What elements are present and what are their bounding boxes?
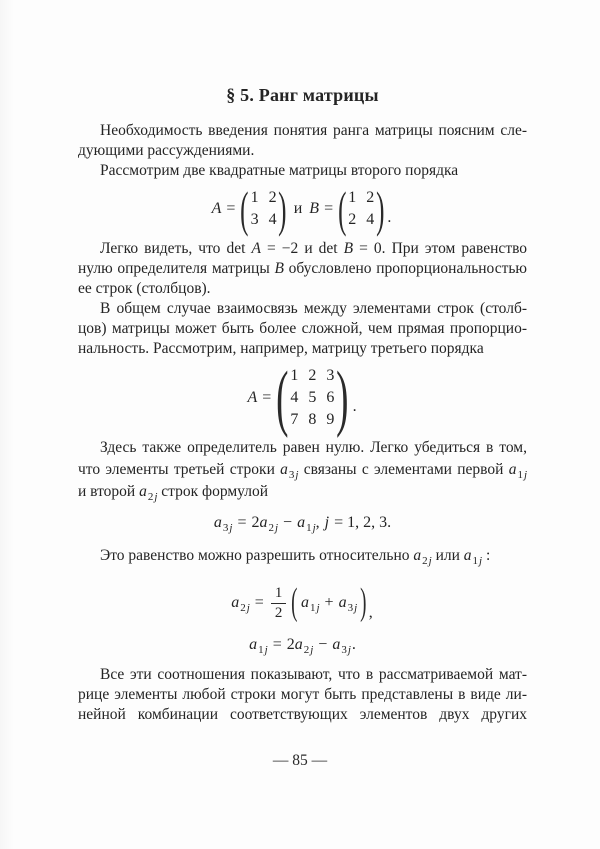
text-line: ее строк (столбцов). — [78, 280, 211, 297]
text-line — [78, 481, 527, 503]
matrix-cell: 7 — [290, 411, 299, 428]
subscript-digit: 3 — [341, 644, 348, 656]
det-operator: det — [226, 240, 246, 257]
equals-sign: = — [324, 200, 334, 217]
math-a2j — [139, 483, 158, 503]
matrix-cell: 5 — [308, 389, 317, 406]
text-run: нулю определителя матрицы — [78, 260, 270, 277]
math-a1j — [463, 547, 483, 567]
page-number: — 85 — — [272, 752, 328, 769]
var-A: A — [211, 200, 222, 217]
subscript-j: j — [264, 644, 268, 656]
equals-sign: = — [254, 594, 264, 611]
math-a1j — [508, 461, 528, 481]
var-a: a — [297, 514, 306, 531]
equals-sign: = — [226, 200, 236, 217]
text-line: Необходимость введения понятия ранга матрицы поясним сле- — [100, 122, 527, 139]
var-A: A — [251, 240, 261, 257]
coefficient-2: 2 — [286, 636, 295, 653]
period: . — [387, 209, 392, 226]
math-a1j — [249, 636, 268, 654]
denominator: 2 — [274, 604, 283, 621]
subscript-j: j — [310, 644, 314, 656]
formula-matrices-AB — [78, 180, 527, 237]
det-operator: det — [318, 240, 338, 257]
text-run: = 0. При этом равенство — [359, 240, 528, 257]
numerator: 1 — [271, 584, 287, 604]
plus-sign: + — [324, 594, 334, 611]
matrix-row — [348, 209, 375, 231]
var-a: a — [338, 594, 347, 611]
math-2a2j — [251, 514, 278, 532]
matrix-row — [290, 387, 335, 409]
subscript-j: j — [523, 469, 528, 481]
math-a3j — [332, 636, 351, 654]
subscript-digit: 1 — [472, 555, 480, 567]
subscript-digit: 2 — [422, 555, 429, 567]
subscript-j: j — [354, 602, 358, 614]
subscript-j: j — [229, 522, 233, 534]
left-paren: ( — [240, 180, 249, 237]
text-run: что элементы третьей строки — [78, 461, 275, 478]
text-line: Здесь также определитель равен нулю. Легко убедиться в том, — [100, 439, 527, 456]
subscript-j: j — [312, 522, 316, 534]
matrix-cell: 2 — [348, 211, 357, 228]
var-a: a — [413, 547, 422, 564]
text-run: и второй — [78, 483, 136, 500]
coefficient-2: 2 — [251, 514, 260, 531]
text-line: рице элементы любой строки могут быть представлены в виде ли- — [78, 686, 527, 703]
right-paren: ) — [360, 581, 367, 624]
paragraph-solve — [78, 545, 527, 567]
formula-row-relation — [78, 511, 527, 535]
text-run: Легко видеть, что — [100, 240, 221, 257]
subscript-j: j — [479, 555, 483, 567]
subscript-digit: 1 — [306, 522, 313, 534]
matrix-row — [348, 187, 375, 209]
equals-sign: = — [237, 514, 247, 531]
comma: , — [315, 514, 320, 531]
var-a: a — [139, 483, 147, 500]
text-run: строк формулой — [161, 483, 268, 500]
right-paren: ) — [278, 180, 287, 237]
var-a: a — [463, 547, 472, 564]
index-j: j — [324, 514, 330, 531]
formula-matrix-3x3 — [78, 356, 527, 439]
matrix-cell: 4 — [290, 389, 299, 406]
subscript-j: j — [246, 602, 250, 614]
var-B: B — [343, 240, 354, 257]
subscript-j: j — [154, 491, 158, 503]
text-line — [78, 459, 527, 481]
text-run: обусловлено пропорциональностью — [288, 260, 527, 277]
minus-sign: − — [283, 514, 293, 531]
period: . — [352, 398, 357, 415]
matrix-cell: 4 — [366, 211, 375, 228]
paragraph-general-case — [78, 299, 527, 359]
matrix-cell: 2 — [366, 189, 375, 206]
subscript-j: j — [347, 644, 351, 656]
text-line — [78, 239, 527, 259]
matrix-B-2x2 — [338, 180, 385, 237]
var-a: a — [231, 594, 240, 611]
paragraph-intro — [78, 121, 527, 161]
fraction-one-half — [271, 584, 287, 623]
text-line — [78, 545, 527, 567]
subscript-digit: 3 — [347, 602, 355, 614]
paragraph-consider — [78, 161, 527, 181]
matrix-cell: 2 — [268, 189, 277, 206]
text-line: дующими рассуждениями. — [78, 142, 255, 159]
text-line: Рассмотрим две квадратные матрицы второго порядка — [100, 162, 459, 179]
section-title: § 5. Ранг матрицы — [226, 85, 379, 105]
subscript-digit: 1 — [258, 644, 265, 656]
text-run: связаны с элементами первой — [303, 461, 504, 478]
matrix-cell: 1 — [348, 189, 357, 206]
math-a1j — [301, 594, 320, 612]
matrix-row — [290, 409, 335, 431]
subscript-digit: 2 — [240, 602, 247, 614]
matrix-cell: 8 — [308, 411, 317, 428]
comma: , — [368, 604, 373, 621]
matrix-row — [250, 187, 277, 209]
left-paren: ( — [338, 180, 347, 237]
conjunction-and: и — [293, 200, 303, 217]
matrix-body — [289, 365, 336, 431]
text-run: = −2 — [266, 240, 299, 257]
subscript-j: j — [428, 555, 432, 567]
subscript-digit: 2 — [268, 522, 275, 534]
paragraph-here-also — [78, 437, 527, 503]
colon: : — [485, 547, 491, 564]
paragraph-conclusion — [78, 665, 527, 725]
var-a: a — [508, 461, 517, 478]
formula-a2j-half — [78, 579, 527, 627]
math-a3j — [339, 594, 358, 612]
matrix-cell: 1 — [290, 367, 299, 384]
matrix-cell: 3 — [326, 367, 335, 384]
subscript-j: j — [316, 602, 320, 614]
math-a1j — [297, 514, 316, 532]
left-paren: ( — [276, 356, 289, 439]
text-run: и — [304, 240, 313, 257]
subscript-digit: 2 — [303, 644, 311, 656]
period: . — [351, 636, 356, 653]
matrix-cell: 1 — [250, 189, 259, 206]
right-paren: ) — [375, 180, 385, 237]
math-a3j — [280, 461, 299, 481]
subscript-digit: 1 — [517, 469, 524, 481]
matrix-row — [290, 365, 335, 387]
equals-sign: = — [272, 636, 282, 653]
var-a: a — [213, 514, 222, 531]
var-a: a — [280, 461, 288, 478]
var-a: a — [259, 514, 268, 531]
matrix-cell: 9 — [326, 411, 335, 428]
subscript-digit: 3 — [222, 522, 230, 534]
math-a2j — [231, 594, 250, 612]
minus-sign: − — [318, 636, 328, 653]
text-line: цов) матрицы может быть более сложной, чем прямая пропорцио- — [78, 320, 527, 337]
var-A: A — [247, 389, 258, 406]
matrix-A-3x3 — [276, 356, 349, 439]
left-paren: ( — [291, 581, 298, 624]
matrix-cell: 2 — [308, 367, 317, 384]
matrix-A-2x2 — [240, 180, 287, 237]
matrix-body — [347, 187, 376, 231]
matrix-cell: 3 — [250, 211, 259, 228]
math-a2j — [259, 514, 278, 532]
matrix-cell: 6 — [326, 389, 335, 406]
text-line: нальность. Рассмотрим, например, матрицу третьего порядка — [78, 340, 484, 357]
var-B: B — [309, 200, 320, 217]
math-a2j — [413, 547, 432, 567]
text-run: или — [435, 547, 460, 564]
math-a3j — [214, 514, 233, 532]
matrix-body — [249, 187, 278, 231]
paragraph-determinants — [78, 239, 527, 299]
index-range: = 1, 2, 3. — [334, 514, 392, 531]
var-a: a — [249, 636, 258, 653]
var-a: a — [332, 636, 341, 653]
right-paren: ) — [336, 356, 349, 439]
subscript-digit: 2 — [147, 491, 155, 503]
subscript-digit: 3 — [288, 469, 296, 481]
matrix-row — [250, 209, 277, 231]
var-B: B — [274, 260, 284, 277]
var-a: a — [294, 636, 303, 653]
subscript-digit: 1 — [309, 602, 317, 614]
math-2a2j — [287, 636, 314, 654]
equals-sign: = — [262, 389, 272, 406]
text-line: Все эти соотношения показывают, что в рассматриваемой мат- — [100, 666, 527, 683]
text-line: В общем случае взаимосвязь между элементами строк (столб- — [100, 300, 527, 317]
var-a: a — [300, 594, 309, 611]
formula-a1j — [78, 633, 527, 657]
text-line — [78, 259, 527, 279]
text-line: нейной комбинации соответствующих элементов двух других — [78, 706, 527, 723]
math-a2j — [295, 636, 314, 654]
text-run: Это равенство можно разрешить относительно — [100, 547, 410, 564]
subscript-j: j — [274, 522, 279, 534]
matrix-cell: 4 — [268, 211, 277, 228]
subscript-j: j — [295, 469, 299, 481]
